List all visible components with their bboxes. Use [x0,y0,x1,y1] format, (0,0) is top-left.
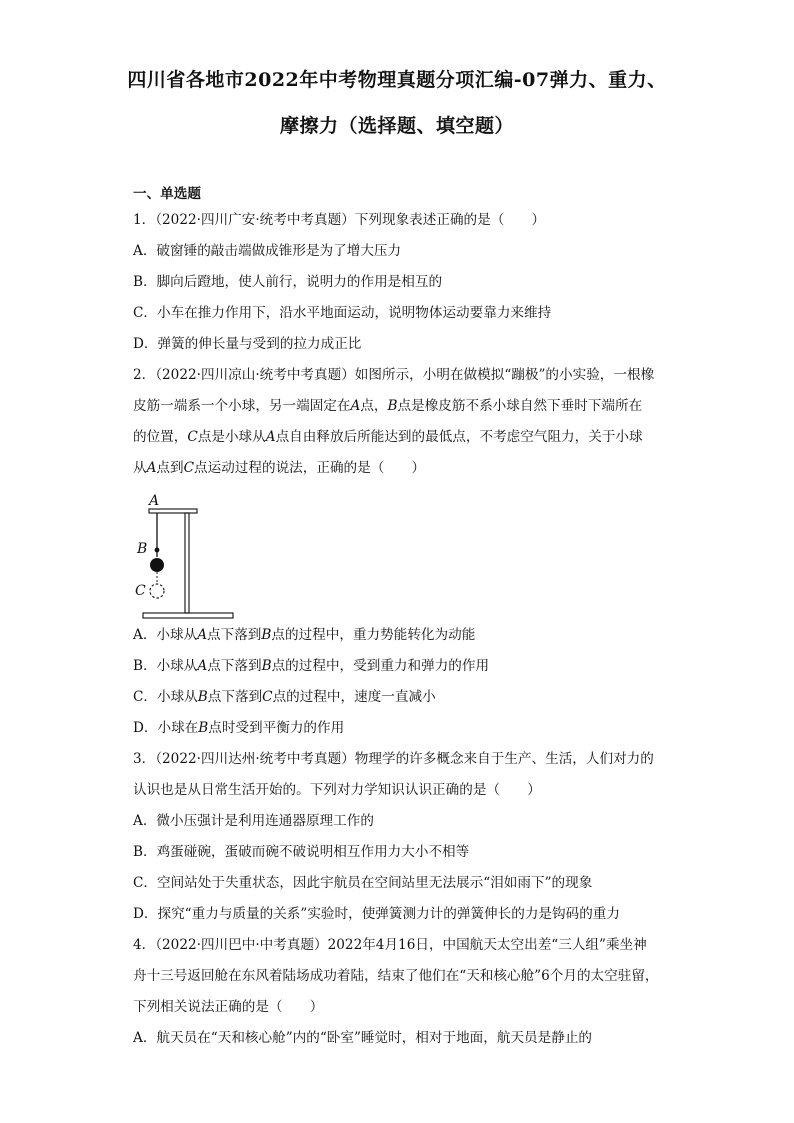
q1-option-c: C．小车在推力作用下，沿水平地面运动，说明物体运动要靠力来维持 [133,305,552,321]
stand-top-bar [149,509,197,513]
q3-option-d: D．探究“重力与质量的关系”实验时，使弹簧测力计的弹簧伸长的力是钩码的重力 [133,906,620,922]
fig-label-b: B [137,541,148,557]
q1-stem: 1．（2022·四川广安·统考中考真题）下列现象表述正确的是（ ） [133,212,546,228]
q3-option-b: B．鸡蛋碰碗，蛋破而碗不破说明相互作用力大小不相等 [133,844,470,860]
q2-option-b: B．小球从A点下落到B点的过程中，受到重力和弹力的作用 [133,658,490,674]
q4-stem-line1: 4．（2022·四川巴中·中考真题）2022年4月16日，中国航天太空出差“三人组”乘坐神 [133,937,647,953]
q1-option-a: A．破窗锤的敲击端做成锥形是为了增大压力 [133,243,402,259]
q3-option-c: C．空间站处于失重状态，因此宇航员在空间站里无法展示“泪如雨下”的现象 [133,875,593,891]
q1-option-d: D．弹簧的伸长量与受到的拉力成正比 [133,336,362,352]
q4-stem-line2: 舟十三号返回舱在东风着陆场成功着陆，结束了他们在“天和核心舱”6个月的太空驻留， [133,968,659,984]
bungee-experiment-figure [133,491,673,627]
q2-stem-line2: 皮筋一端系一个小球，另一端固定在A点，B点是橡皮筋不系小球自然下垂时下端所在 [133,398,643,414]
stand-pole [185,513,189,613]
q2-option-d: D．小球在B点时受到平衡力的作用 [133,720,345,736]
document-title-line2: 摩擦力（选择题、填空题） [279,115,514,137]
ball-dashed-lowest [150,584,164,598]
stand-diagram [133,495,243,623]
q2-option-a: A．小球从A点下落到B点的过程中，重力势能转化为动能 [133,627,476,643]
fig-label-c: C [135,583,146,599]
point-b-marker [155,548,160,553]
q3-stem-line1: 3．（2022·四川达州·统考中考真题）物理学的许多概念来自于生产、生活，人们对力的 [133,751,654,767]
q3-option-a: A．微小压强计是利用连通器原理工作的 [133,813,374,829]
q3-stem-line2: 认识也是从日常生活开始的。下列对力学知识认识正确的是（ ） [133,782,541,798]
q4-stem-line3: 下列相关说法正确的是（ ） [133,999,324,1015]
q2-stem-line1: 2．（2022·四川凉山·统考中考真题）如图所示，小明在做模拟“蹦极”的小实验，一根橡 [133,367,655,383]
question-list [133,186,673,1061]
q2-stem-line4: 从A点到C点运动过程的说法，正确的是（ ） [133,460,426,476]
q2-stem-line3: 的位置，C点是小球从A点自由释放后所能达到的最低点，不考虑空气阻力，关于小球 [133,429,643,445]
fig-label-a: A [149,493,160,509]
document-title-line1: 四川省各地市2022年中考物理真题分项汇编-07弹力、重力、 [127,69,667,91]
section-heading: 一、单选题 [133,186,201,202]
stand-base [143,613,233,618]
q2-option-c: C．小球从B点下落到C点的过程中，速度一直减小 [133,689,436,705]
q4-option-a: A．航天员在“天和核心舱”内的“卧室”睡觉时，相对于地面，航天员是静止的 [133,1030,593,1046]
ball-solid [150,558,164,572]
q1-option-b: B．脚向后蹬地，使人前行，说明力的作用是相互的 [133,274,443,290]
